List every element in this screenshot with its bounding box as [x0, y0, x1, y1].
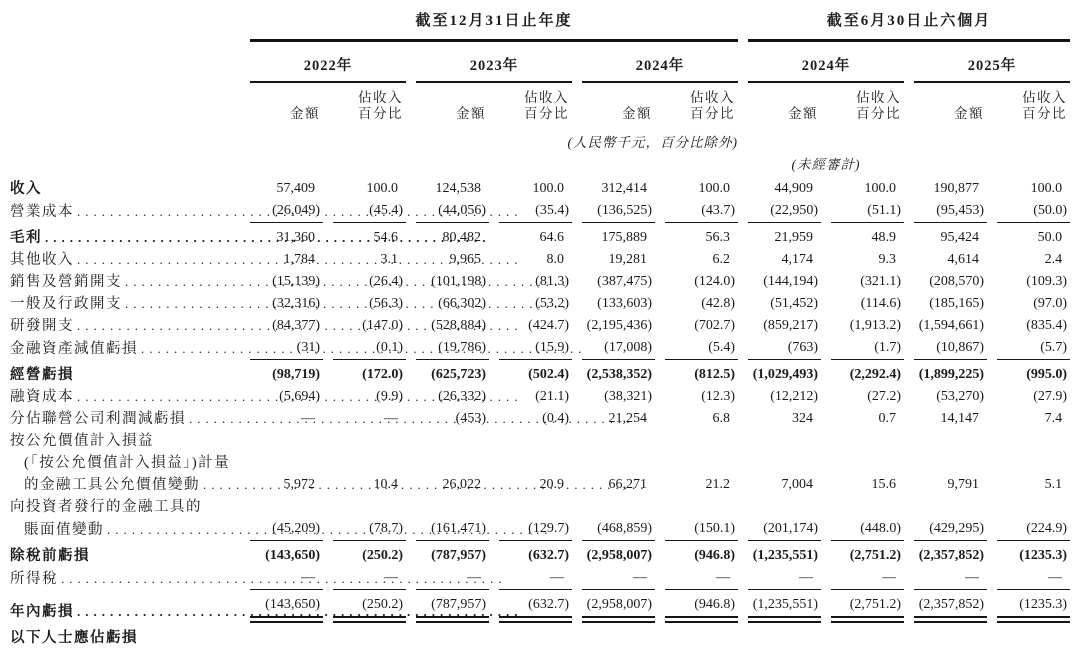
cell-value: 57,409: [276, 181, 315, 196]
cell-value: 19,281: [608, 252, 647, 267]
row-label: [10, 594, 240, 623]
cell-value: —: [831, 567, 904, 590]
dot-leader: [77, 386, 239, 408]
row-label: [10, 271, 240, 293]
row-label-text: 向投資者發行的金融工具的: [10, 499, 202, 515]
cell-value: (161,471): [416, 518, 489, 541]
amount-header: 金額: [456, 106, 486, 121]
cell-value: (2,357,852): [918, 548, 985, 563]
dot-leader: [125, 293, 239, 315]
cell-value: (5.4): [665, 337, 738, 360]
row-label-text: 除稅前虧損: [10, 548, 90, 564]
cell-value: (56.3): [369, 296, 403, 311]
cell-value: (429,295): [914, 518, 987, 541]
row-label: [10, 386, 240, 408]
table-row: [10, 315, 1070, 337]
dot-leader: [77, 315, 239, 337]
cell-value: (22,950): [748, 200, 821, 223]
cell-value: (632.7): [528, 548, 569, 563]
cell-value: 21.2: [705, 477, 731, 492]
dot-leader: [203, 474, 239, 496]
cell-value: (27.2): [867, 389, 902, 404]
cell-value: (31): [250, 337, 323, 360]
row-label: [10, 293, 240, 315]
row-label: [10, 430, 240, 452]
cell-value: (453): [455, 411, 486, 426]
unaudited-note-row: [10, 152, 1070, 178]
cell-value: 66,271: [608, 477, 647, 492]
cell-value: (763): [748, 337, 821, 360]
cell-value: 190,877: [933, 181, 980, 196]
cell-value: (97.0): [1033, 296, 1068, 311]
cell-value: (150.1): [665, 518, 738, 541]
unit-note-row: [10, 125, 1070, 152]
table-row: [10, 364, 1070, 386]
cell-value: (250.2): [362, 548, 403, 563]
row-label-text: 的金融工具公允價值變動: [24, 477, 200, 493]
row-label-text: 營業成本: [10, 204, 74, 220]
cell-value: (143,650): [265, 548, 320, 563]
amount-header: 金額: [954, 106, 985, 121]
row-label-text: 一般及行政開支: [10, 296, 122, 312]
cell-value: 1,784: [283, 252, 315, 267]
cell-value: (12.3): [701, 389, 736, 404]
spacer-cell: [250, 152, 738, 178]
row-label-text: 分佔聯營公司利潤減虧損: [10, 411, 186, 427]
cell-value: (185,165): [929, 296, 985, 311]
cell-value: (5,694): [279, 389, 320, 404]
cell-value: (38,321): [604, 389, 652, 404]
row-label: [10, 315, 240, 337]
cell-value: (2,292.4): [849, 367, 902, 382]
row-label: [10, 545, 240, 567]
cell-value: (2,195,436): [586, 318, 652, 333]
cell-value: (787,957): [431, 548, 486, 563]
cell-value: 3.1: [380, 252, 398, 267]
row-label-text: 其他收入: [10, 252, 74, 268]
cell-value: (147.0): [362, 318, 403, 333]
cell-value: (1235.3): [997, 594, 1070, 623]
row-label-text: 所得稅: [10, 571, 58, 587]
cell-value: —: [997, 567, 1070, 590]
table-body: [10, 178, 1070, 649]
period-group-row: [10, 2, 1070, 42]
cell-value: (812.5): [694, 367, 736, 382]
year-header-interim-2024: 2024年: [748, 42, 904, 83]
cell-value: (787,957): [416, 594, 489, 623]
cell-value: (1,235,551): [748, 594, 821, 623]
amount-header: 金額: [290, 106, 320, 121]
cell-value: (424.7): [528, 318, 569, 333]
cell-value: (201,174): [748, 518, 821, 541]
table-row: [10, 271, 1070, 293]
row-label: [10, 567, 240, 590]
cell-value: (133,603): [597, 296, 652, 311]
table-row: [10, 227, 1070, 249]
table-header: [10, 2, 1070, 178]
row-label-text: 融資成本: [10, 389, 74, 405]
spacer-cell: [914, 152, 1070, 178]
dot-leader: [107, 519, 239, 541]
cell-value: (66,302): [438, 296, 486, 311]
row-label-text: 賬面值變動: [24, 522, 104, 538]
spacer-cell: [748, 125, 1070, 152]
cell-value: (124.0): [694, 274, 736, 289]
spacer-cell: [10, 125, 240, 152]
cell-value: 100.0: [366, 181, 398, 196]
cell-value: (44,056): [416, 200, 489, 223]
pct-of-revenue-header: 佔收入 百分比: [524, 90, 569, 121]
empty-cells: [250, 496, 1070, 518]
table-row: [10, 627, 1070, 649]
cell-value: (0.4): [542, 411, 569, 426]
cell-value: (1,235,551): [752, 548, 819, 563]
cell-value: 0.7: [878, 411, 897, 426]
cell-value: 14,147: [940, 411, 980, 426]
dot-leader: [125, 271, 239, 293]
cell-value: 8.0: [546, 252, 564, 267]
table-row: [10, 518, 1070, 541]
cell-value: —: [416, 567, 489, 590]
spacer-cell: [10, 152, 240, 178]
currency-unit-note: (人民幣千元，百分比除外): [567, 135, 739, 150]
row-label: [10, 249, 240, 271]
cell-value: 31,360: [276, 230, 315, 245]
cell-value: (946.8): [694, 548, 736, 563]
cell-value: (172.0): [362, 367, 403, 382]
cell-value: (129.7): [499, 518, 572, 541]
cell-value: 100.0: [1030, 181, 1063, 196]
cell-value: (17,008): [582, 337, 655, 360]
cell-value: 21,254: [608, 411, 647, 426]
cell-value: —: [748, 567, 821, 590]
cell-value: (26,049): [250, 200, 323, 223]
cell-value: (35.4): [499, 200, 572, 223]
cell-value: —: [250, 567, 323, 590]
cell-value: (114.6): [860, 296, 902, 311]
row-label: [10, 474, 240, 496]
cell-value: (84,377): [272, 318, 320, 333]
table-row: [10, 386, 1070, 408]
cell-value: (1.7): [831, 337, 904, 360]
amount-header: 金額: [788, 106, 819, 121]
row-label: [10, 452, 240, 474]
table-row: [10, 408, 1070, 430]
row-label: [10, 178, 240, 200]
income-statement-table: [0, 2, 1080, 649]
cell-value: 5.1: [1044, 477, 1063, 492]
cell-value: (98,719): [272, 367, 320, 382]
table-row: [10, 594, 1070, 623]
pct-of-revenue-header: 佔收入 百分比: [358, 90, 403, 121]
cell-value: (625,723): [431, 367, 486, 382]
cell-value: (208,570): [929, 274, 985, 289]
table-row: [10, 545, 1070, 567]
dot-leader: [45, 227, 239, 249]
cell-value: (2,751.2): [831, 594, 904, 623]
cell-value: 312,414: [601, 181, 647, 196]
cell-value: 100.0: [532, 181, 564, 196]
cell-value: (859,217): [763, 318, 819, 333]
cell-value: (43.7): [665, 200, 738, 223]
pct-of-revenue-header: 佔收入 百分比: [690, 90, 736, 121]
column-header-row: [10, 83, 1070, 125]
cell-value: —: [665, 567, 738, 590]
cell-value: (946.8): [665, 594, 738, 623]
pct-of-revenue-header: 佔收入 百分比: [1022, 90, 1068, 121]
cell-value: (21.1): [535, 389, 569, 404]
cell-value: (109.3): [1026, 274, 1068, 289]
cell-value: (95,453): [914, 200, 987, 223]
cell-value: 44,909: [774, 181, 814, 196]
dot-leader: [141, 338, 239, 360]
row-label-text: 以下人士應佔虧損: [10, 630, 138, 646]
empty-cells: [250, 430, 1070, 452]
cell-value: (1235.3): [1019, 548, 1068, 563]
cell-value: (15,139): [272, 274, 320, 289]
table-row: [10, 496, 1070, 518]
dot-leader: [77, 201, 239, 223]
cell-value: (81.3): [535, 274, 569, 289]
cell-value: (42.8): [701, 296, 736, 311]
cell-value: 48.9: [871, 230, 897, 245]
cell-value: 9,965: [449, 252, 481, 267]
cell-value: 4,614: [947, 252, 980, 267]
row-label-text: 毛利: [10, 230, 42, 246]
row-label: [10, 337, 240, 360]
cell-value: (1,029,493): [752, 367, 819, 382]
cell-value: 2.4: [1044, 252, 1063, 267]
cell-value: (1,594,661): [918, 318, 985, 333]
cell-value: (835.4): [1026, 318, 1068, 333]
cell-value: (45,209): [250, 518, 323, 541]
year-header-interim-2025: 2025年: [914, 42, 1070, 83]
dot-leader: [189, 408, 239, 430]
cell-value: (2,958,007): [586, 548, 652, 563]
cell-value: (19,786): [416, 337, 489, 360]
cell-value: (26,332): [438, 389, 486, 404]
cell-value: 26,022: [442, 477, 481, 492]
table-row: [10, 293, 1070, 315]
table-row: [10, 178, 1070, 200]
cell-value: (5.7): [997, 337, 1070, 360]
cell-value: (10,867): [914, 337, 987, 360]
table-row: [10, 452, 1070, 474]
cell-value: 10.4: [373, 477, 398, 492]
cell-value: 124,538: [435, 181, 481, 196]
cell-value: (136,525): [582, 200, 655, 223]
cell-value: (528,884): [431, 318, 486, 333]
cell-value: (632.7): [499, 594, 572, 623]
year-row: [10, 42, 1070, 83]
row-label-text: 收入: [10, 181, 42, 197]
row-label: [10, 627, 240, 649]
cell-value: (995.0): [1026, 367, 1068, 382]
cell-value: —: [582, 567, 655, 590]
cell-value: (12,212): [770, 389, 819, 404]
cell-value: (51.1): [831, 200, 904, 223]
cell-value: (250.2): [333, 594, 406, 623]
year-header-2022: 2022年: [250, 42, 406, 83]
cell-value: (78.7): [333, 518, 406, 541]
cell-value: 4,174: [781, 252, 814, 267]
dot-leader: [77, 249, 239, 271]
period-group-annual: 截至12月31日止年度: [250, 2, 738, 42]
row-label: [10, 200, 240, 223]
cell-value: —: [914, 567, 987, 590]
cell-value: 21,959: [774, 230, 814, 245]
table-row: [10, 337, 1070, 360]
table-row: [10, 474, 1070, 496]
row-label: [10, 364, 240, 386]
row-label: [10, 227, 240, 249]
pct-of-revenue-header: 佔收入 百分比: [856, 90, 902, 121]
cell-value: 20.9: [539, 477, 564, 492]
spacer-cell: [10, 2, 240, 42]
cell-value: —: [301, 411, 315, 426]
cell-value: (53.2): [535, 296, 569, 311]
cell-value: (26.4): [369, 274, 403, 289]
amount-header: 金額: [622, 106, 652, 121]
row-label: [10, 518, 240, 541]
empty-cells: [250, 627, 1070, 649]
cell-value: (2,958,007): [582, 594, 655, 623]
cell-value: —: [384, 411, 398, 426]
cell-value: (27.9): [1033, 389, 1068, 404]
cell-value: 56.3: [705, 230, 731, 245]
cell-value: (2,357,852): [914, 594, 987, 623]
cell-value: 64.6: [539, 230, 564, 245]
cell-value: 54.6: [373, 230, 398, 245]
row-label-text: 研發開支: [10, 318, 74, 334]
row-label: [10, 496, 240, 518]
cell-value: (702.7): [694, 318, 736, 333]
cell-value: (9.9): [376, 389, 403, 404]
row-label-text: 經營虧損: [10, 367, 74, 383]
cell-value: 95,424: [940, 230, 980, 245]
table-row: [10, 430, 1070, 452]
table-row: [10, 567, 1070, 590]
cell-value: (1,913.2): [849, 318, 902, 333]
cell-value: 175,889: [601, 230, 647, 245]
prospectus-financial-statements-page: [0, 2, 1080, 646]
cell-value: —: [333, 567, 406, 590]
year-header-2023: 2023年: [416, 42, 572, 83]
cell-value: (502.4): [528, 367, 569, 382]
cell-value: (448.0): [831, 518, 904, 541]
cell-value: (0.1): [333, 337, 406, 360]
row-label-text: 銷售及營銷開支: [10, 274, 122, 290]
cell-value: (45.4): [333, 200, 406, 223]
cell-value: (224.9): [997, 518, 1070, 541]
cell-value: (468,859): [582, 518, 655, 541]
empty-cells: [250, 452, 1070, 474]
spacer-cell: [10, 42, 240, 83]
cell-value: 100.0: [864, 181, 897, 196]
table-row: [10, 249, 1070, 271]
cell-value: 6.2: [712, 252, 731, 267]
cell-value: (51,452): [770, 296, 819, 311]
cell-value: 7,004: [781, 477, 814, 492]
cell-value: (53,270): [936, 389, 985, 404]
cell-value: (2,538,352): [586, 367, 652, 382]
cell-value: (101,198): [431, 274, 486, 289]
cell-value: 9,791: [947, 477, 980, 492]
cell-value: 9.3: [878, 252, 897, 267]
cell-value: (143,650): [250, 594, 323, 623]
dot-leader: [77, 601, 239, 623]
cell-value: 6.8: [712, 411, 731, 426]
row-label-text: 按公允價值計入損益: [10, 433, 154, 449]
cell-value: (15.9): [499, 337, 572, 360]
cell-value: (32,316): [272, 296, 320, 311]
row-label-text: 金融資產減值虧損: [10, 341, 138, 357]
cell-value: (321.1): [860, 274, 902, 289]
cell-value: (50.0): [997, 200, 1070, 223]
cell-value: (144,194): [763, 274, 819, 289]
cell-value: 15.6: [871, 477, 897, 492]
row-label-text: 年內虧損: [10, 604, 74, 620]
cell-value: 324: [792, 411, 814, 426]
cell-value: 50.0: [1037, 230, 1063, 245]
cell-value: (2,751.2): [849, 548, 902, 563]
period-group-interim: 截至6月30日止六個月: [748, 2, 1070, 42]
unaudited-note: (未經審計): [791, 157, 861, 172]
cell-value: 80,482: [442, 230, 481, 245]
cell-value: 5,972: [283, 477, 315, 492]
table-row: [10, 200, 1070, 223]
cell-value: 7.4: [1044, 411, 1063, 426]
year-header-2024: 2024年: [582, 42, 738, 83]
cell-value: 100.0: [698, 181, 731, 196]
spacer-cell: [10, 83, 240, 125]
cell-value: (1,899,225): [918, 367, 985, 382]
row-label: [10, 408, 240, 430]
row-label-text: (「按公允價值計入損益」)計量: [24, 455, 231, 471]
cell-value: (387,475): [597, 274, 652, 289]
dot-leader: [61, 568, 239, 590]
cell-value: —: [499, 567, 572, 590]
